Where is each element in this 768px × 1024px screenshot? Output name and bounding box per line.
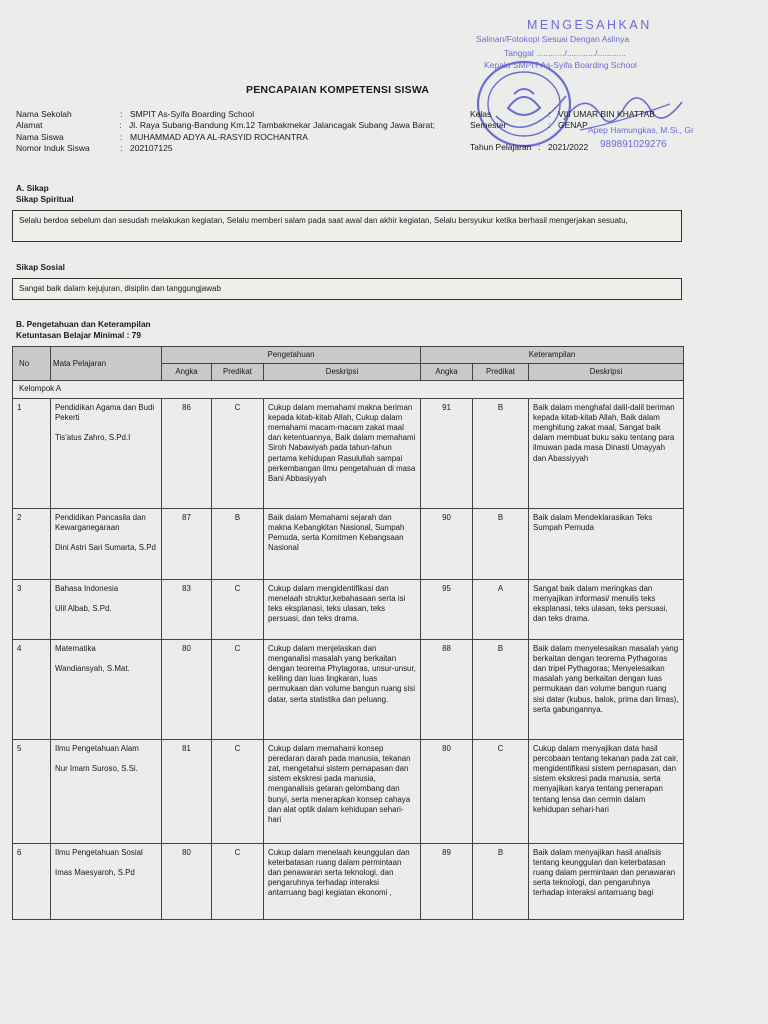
group-label: Kelompok A xyxy=(13,381,684,398)
spiritual-heading: Sikap Spiritual xyxy=(16,194,74,204)
row-s-desc: Cukup dalam menyajikan data hasil percobaan tentang tekanan pada zat cair, mengidentifikasi sistem pernapasan, dan sistem ekskresi pada manusia, serta menyajikan karya tentang penerapan tentang lensa dan cermin dalam kehidupan sehari-hari xyxy=(529,739,684,843)
row-k-score: 86 xyxy=(162,398,212,508)
row-s-pred: B xyxy=(473,639,529,739)
row-subject: Bahasa Indonesia xyxy=(55,583,119,593)
sosial-heading: Sikap Sosial xyxy=(16,262,65,272)
row-no: 6 xyxy=(13,843,51,919)
row-s-score: 91 xyxy=(421,398,473,508)
row-teacher: Ulil Albab, S.Pd. xyxy=(55,603,112,613)
row-teacher: Tis'atus Zahro, S.Pd.I xyxy=(55,433,131,443)
stamp-signer: Apep Hamungkas, M.Si., Gr xyxy=(588,125,694,135)
row-k-desc: Cukup dalam memahami makna beriman kepada kitab-kitab Allah, Cukup dalam memahami macam-macam zakat maal dan ketentuannya, Baik dalam memahami Siroh Nabawiyah pada tahun-tahun pertama kehidupan Rasulullah sampai perkembangan ilmu pengetahuan di masa Bani Abbasiyyah xyxy=(264,398,421,508)
row-subject: Pendidikan Agama dan Budi Pekerti xyxy=(55,402,155,422)
row-k-desc: Baik dalam Memahami sejarah dan makna Kebangkitan Nasional, Sumpah Pemuda, serta Komitmen Kebangsaan Nasional xyxy=(264,508,421,579)
col-k-desc: Deskripsi xyxy=(264,364,421,381)
table-row xyxy=(13,739,684,843)
col-subject: Mata Pelajaran xyxy=(51,347,162,381)
address-value: Jl. Raya Subang-Bandung Km.12 Tambakmekar Jalancagak Subang Jawa Barat; xyxy=(128,120,435,130)
stamp-line3: Kepala SMPIT As-Syifa Boarding School xyxy=(484,60,637,70)
table-row xyxy=(13,508,684,579)
row-k-desc: Cukup dalam memahami konsep peredaran darah pada manusia, tekanan zat, mengetahui sistem pernapasan dan sistem ekskresi pada manusia, menganalisis getaran gelombang dan bunyi, serta menerapkan konsep cahaya dan alat optik dalam kehidupan sehari-hari xyxy=(264,739,421,843)
row-teacher: Wandiansyah, S.Mat. xyxy=(55,663,130,673)
row-k-score: 87 xyxy=(162,508,212,579)
row-k-score: 80 xyxy=(162,843,212,919)
row-k-pred: C xyxy=(212,579,264,639)
table-row xyxy=(13,398,684,508)
row-subject-cell xyxy=(51,398,162,508)
col-k-score: Angka xyxy=(162,364,212,381)
row-k-score: 80 xyxy=(162,639,212,739)
section-b-heading: B. Pengetahuan dan Keterampilan xyxy=(16,319,151,329)
row-k-desc: Cukup dalam menelaah keunggulan dan keterbatasan ruang dalam permintaan dan penawaran serta teknologi, dan pengaruhnya terhadap interaksi antarruang bagi kegiatan ekonomi , xyxy=(264,843,421,919)
row-subject-cell xyxy=(51,579,162,639)
row-s-desc: Baik dalam menyajikan hasil analisis tentang keunggulan dan keterbatasan ruang dalam permintaan dan penawaran serta teknologi, dan pengaruhnya terhadap interaksi antarruang bagi xyxy=(529,843,684,919)
table-row xyxy=(13,639,684,739)
col-s-desc: Deskripsi xyxy=(529,364,684,381)
student-label: Nama Siswa xyxy=(16,132,64,142)
col-s-score: Angka xyxy=(421,364,473,381)
stamp-title: MENGESAHKAN xyxy=(527,18,652,32)
row-k-desc: Cukup dalam mengidentifikasi dan menelaah struktur,kebahasaan serta isi teks eksplanasi, teks ulasan, teks persuasi, dan teks drama. xyxy=(264,579,421,639)
row-k-score: 81 xyxy=(162,739,212,843)
row-s-score: 90 xyxy=(421,508,473,579)
student-value: MUHAMMAD ADYA AL-RASYID ROCHANTRA xyxy=(130,132,308,142)
stamp-nip: 989891029276 xyxy=(600,139,667,150)
identity-left: Nama Sekolah : SMPIT As-Syifa Boarding School Alamat : Jl. Raya Subang-Bandung Km.12 Tambakmekar Jalancagak Subang Jawa Barat; Nama Siswa : MUHAMMAD ADYA AL-RASYID ROCHANTRA Nomor Induk Siswa : 202107125 xyxy=(16,109,456,154)
row-no: 2 xyxy=(13,508,51,579)
row-subject: Ilmu Pengetahuan Sosial xyxy=(55,847,143,857)
col-skill: Keterampilan xyxy=(421,347,684,364)
col-s-pred: Predikat xyxy=(473,364,529,381)
row-no: 5 xyxy=(13,739,51,843)
row-s-pred: C xyxy=(473,739,529,843)
row-s-desc: Sangat baik dalam meringkas dan menyajikan informasi/ menulis teks eksplanasi, teks ulasan, teks persuasi, dan teks drama. xyxy=(529,579,684,639)
nis-value: 202107125 xyxy=(130,143,173,153)
col-knowledge: Pengetahuan xyxy=(162,347,421,364)
row-k-pred: C xyxy=(212,843,264,919)
row-s-score: 89 xyxy=(421,843,473,919)
nis-label: Nomor Induk Siswa xyxy=(16,143,90,153)
row-s-score: 80 xyxy=(421,739,473,843)
semester-label: Semester xyxy=(470,120,507,130)
row-s-desc: Baik dalam menghafal dalil-dalil beriman kepada kitab-kitab Allah, Baik dalam menghitung zakat maal, Sangat baik dalam membuat buku saku tentang para ilmuwan pada masa Dinasti Umayyah dan Abassiyyah xyxy=(529,398,684,508)
col-k-pred: Predikat xyxy=(212,364,264,381)
row-k-score: 83 xyxy=(162,579,212,639)
row-no: 4 xyxy=(13,639,51,739)
row-subject: Pendidikan Pancasila dan Kewarganegaraan xyxy=(55,512,146,532)
page-title: PENCAPAIAN KOMPETENSI SISWA xyxy=(246,84,430,96)
row-s-score: 95 xyxy=(421,579,473,639)
class-value: VIII UMAR BIN KHATTAB xyxy=(558,109,655,119)
row-subject-cell xyxy=(51,508,162,579)
grades-table xyxy=(12,346,684,920)
kkm-label: Ketuntasan Belajar Minimal : 79 xyxy=(16,330,141,340)
stamp-line2: Tanggal ............/............/............ xyxy=(504,48,626,58)
row-s-pred: B xyxy=(473,843,529,919)
row-k-desc: Cukup dalam menjelaskan dan menganalisi masalah yang berkaitan dengan teorema Phytagoras, unsur-unsur, keliling dan luas lingkaran, luas permukaan dan volume bangun ruang sisi datar, serta statistika dan peluang. xyxy=(264,639,421,739)
year-value: 2021/2022 xyxy=(548,142,589,152)
row-subject: Ilmu Pengetahuan Alam xyxy=(55,743,139,753)
school-label: Nama Sekolah xyxy=(16,109,72,119)
row-teacher: Dini Astri Sari Sumarta, S.Pd xyxy=(55,543,156,553)
table-row xyxy=(13,579,684,639)
row-no: 3 xyxy=(13,579,51,639)
school-value: SMPIT As-Syifa Boarding School xyxy=(130,109,255,119)
row-k-pred: C xyxy=(212,739,264,843)
row-k-pred: C xyxy=(212,398,264,508)
section-a-heading: A. Sikap xyxy=(16,183,49,193)
class-label: Kelas xyxy=(470,109,492,119)
row-k-pred: B xyxy=(212,508,264,579)
spiritual-box: Selalu berdoa sebelum dan sesudah melakukan kegiatan, Selalu memberi salam pada saat awal dan akhir kegiatan, Selalu bersyukur ketika berhasil mengerjakan sesuatu, xyxy=(12,210,682,242)
row-subject-cell xyxy=(51,843,162,919)
col-no: No xyxy=(13,347,51,381)
row-teacher: Nur Imam Suroso, S.Si. xyxy=(55,763,138,773)
sosial-box: Sangat baik dalam kejujuran, disiplin dan tanggungjawab xyxy=(12,278,682,300)
address-label: Alamat xyxy=(16,120,43,130)
row-subject-cell xyxy=(51,739,162,843)
row-k-pred: C xyxy=(212,639,264,739)
row-s-pred: B xyxy=(473,398,529,508)
row-s-desc: Baik dalam menyelesaikan masalah yang berkaitan dengan teorema Pythagoras dan tripel Pythagoras; Menyelesaikan masalah yang berkaitan dengan luas permukaan dan volume bangun ruang sisi datar (kubus, balok, prima dan limas), serta gabungannya. xyxy=(529,639,684,739)
row-no: 1 xyxy=(13,398,51,508)
row-s-score: 88 xyxy=(421,639,473,739)
table-row xyxy=(13,843,684,919)
semester-value: GENAP xyxy=(558,120,588,130)
year-label: Tahun Pelajaran xyxy=(470,142,532,152)
row-subject: Matematika xyxy=(55,643,96,653)
row-teacher: Imas Maesyaroh, S.Pd xyxy=(55,867,135,877)
identity-right: Kelas : VIII UMAR BIN KHATTAB Semester : GENAP Tahun Pelajaran : 2021/2022 xyxy=(470,109,655,152)
row-subject-cell xyxy=(51,639,162,739)
row-s-pred: B xyxy=(473,508,529,579)
stamp-line1: Salinan/Fotokopi Sesuai Dengan Aslinya xyxy=(476,34,630,44)
row-s-desc: Baik dalam Mendeklarasikan Teks Sumpah Pemuda xyxy=(529,508,684,579)
row-s-pred: A xyxy=(473,579,529,639)
